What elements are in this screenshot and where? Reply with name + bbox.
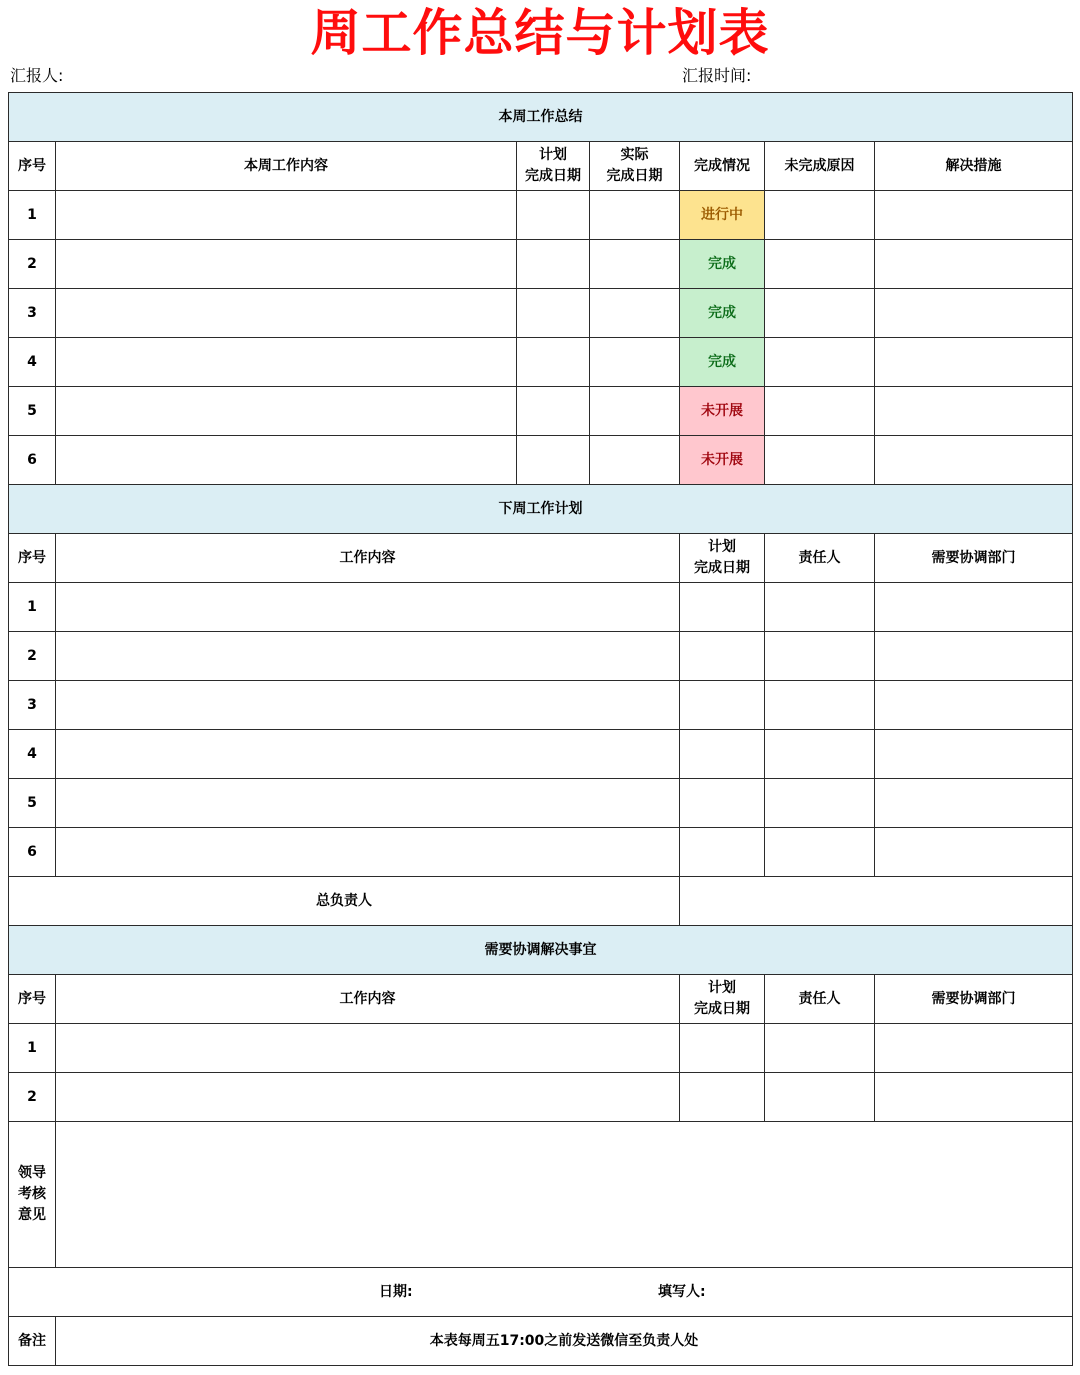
coordination-header-row bbox=[9, 975, 1073, 1024]
seq-cell: 5 bbox=[9, 387, 56, 436]
weekly-summary-table bbox=[8, 92, 1073, 1366]
content-cell[interactable] bbox=[56, 1024, 680, 1073]
planned-date-header-line1: 计划 bbox=[708, 539, 736, 555]
chief-row bbox=[9, 877, 1073, 926]
table-row bbox=[9, 1073, 1073, 1122]
table-row bbox=[9, 338, 1073, 387]
seq-cell: 6 bbox=[9, 828, 56, 877]
sign-cell[interactable] bbox=[9, 1268, 1073, 1317]
owner-cell[interactable] bbox=[765, 1073, 875, 1122]
table-row bbox=[9, 387, 1073, 436]
seq-cell: 2 bbox=[9, 240, 56, 289]
table-row bbox=[9, 632, 1073, 681]
measures-cell[interactable] bbox=[875, 289, 1073, 338]
owner-cell[interactable] bbox=[765, 1024, 875, 1073]
table-row bbox=[9, 779, 1073, 828]
seq-cell: 2 bbox=[9, 632, 56, 681]
table-row bbox=[9, 191, 1073, 240]
next-week-header-row bbox=[9, 534, 1073, 583]
seq-cell: 1 bbox=[9, 191, 56, 240]
actual-cell[interactable] bbox=[590, 191, 680, 240]
table-row bbox=[9, 681, 1073, 730]
filler-label: 填写人: bbox=[658, 1284, 706, 1300]
planned-cell[interactable] bbox=[517, 289, 590, 338]
leader-review-label bbox=[9, 1122, 56, 1268]
this-week-section-title: 本周工作总结 bbox=[9, 93, 1073, 142]
planned-cell[interactable] bbox=[680, 1073, 765, 1122]
planned-cell[interactable] bbox=[517, 436, 590, 485]
content-cell[interactable] bbox=[56, 436, 517, 485]
status-badge[interactable]: 未开展 bbox=[680, 436, 765, 485]
reason-header: 未完成原因 bbox=[765, 142, 875, 191]
seq-header: 序号 bbox=[9, 534, 56, 583]
remark-label: 备注 bbox=[9, 1317, 56, 1366]
planned-date-header-line2: 完成日期 bbox=[694, 1001, 750, 1017]
actual-cell[interactable] bbox=[590, 436, 680, 485]
owner-cell[interactable] bbox=[765, 828, 875, 877]
actual-cell[interactable] bbox=[590, 338, 680, 387]
planned-cell[interactable] bbox=[680, 730, 765, 779]
chief-label: 总负责人 bbox=[9, 877, 680, 926]
dept-cell[interactable] bbox=[875, 583, 1073, 632]
dept-cell[interactable] bbox=[875, 779, 1073, 828]
status-badge[interactable]: 完成 bbox=[680, 338, 765, 387]
measures-cell[interactable] bbox=[875, 338, 1073, 387]
measures-cell[interactable] bbox=[875, 387, 1073, 436]
dept-header: 需要协调部门 bbox=[875, 975, 1073, 1024]
content-header: 本周工作内容 bbox=[56, 142, 517, 191]
seq-cell: 1 bbox=[9, 583, 56, 632]
owner-cell[interactable] bbox=[765, 583, 875, 632]
table-row bbox=[9, 1024, 1073, 1073]
content-cell[interactable] bbox=[56, 240, 517, 289]
table-row bbox=[9, 828, 1073, 877]
seq-cell: 2 bbox=[9, 1073, 56, 1122]
planned-cell[interactable] bbox=[680, 828, 765, 877]
actual-cell[interactable] bbox=[590, 289, 680, 338]
content-header: 工作内容 bbox=[56, 534, 680, 583]
planned-date-header bbox=[680, 534, 765, 583]
planned-cell[interactable] bbox=[680, 632, 765, 681]
actual-cell[interactable] bbox=[590, 240, 680, 289]
report-time-label: 汇报时间: bbox=[682, 66, 752, 85]
planned-cell[interactable] bbox=[517, 387, 590, 436]
chief-value-cell[interactable] bbox=[680, 877, 1073, 926]
seq-cell: 5 bbox=[9, 779, 56, 828]
actual-date-header bbox=[590, 142, 680, 191]
next-week-section-title: 下周工作计划 bbox=[9, 485, 1073, 534]
measures-cell[interactable] bbox=[875, 436, 1073, 485]
reason-cell[interactable] bbox=[765, 387, 875, 436]
planned-cell[interactable] bbox=[517, 191, 590, 240]
planned-date-header bbox=[517, 142, 590, 191]
planned-date-header-line2: 完成日期 bbox=[525, 168, 581, 184]
planned-date-header-line1: 计划 bbox=[539, 147, 567, 163]
status-badge[interactable]: 未开展 bbox=[680, 387, 765, 436]
coordination-section-title: 需要协调解决事宜 bbox=[9, 926, 1073, 975]
leader-review-row bbox=[9, 1122, 1073, 1268]
owner-cell[interactable] bbox=[765, 681, 875, 730]
actual-date-header-line2: 完成日期 bbox=[606, 168, 663, 184]
seq-cell: 4 bbox=[9, 730, 56, 779]
content-cell[interactable] bbox=[56, 828, 680, 877]
planned-date-header bbox=[680, 975, 765, 1024]
content-cell[interactable] bbox=[56, 191, 517, 240]
reason-cell[interactable] bbox=[765, 338, 875, 387]
remark-text: 本表每周五17:00之前发送微信至负责人处 bbox=[56, 1317, 1073, 1366]
coordination-band-row bbox=[9, 926, 1073, 975]
planned-cell[interactable] bbox=[680, 1024, 765, 1073]
seq-cell: 3 bbox=[9, 681, 56, 730]
seq-cell: 3 bbox=[9, 289, 56, 338]
table-row bbox=[9, 289, 1073, 338]
reason-cell[interactable] bbox=[765, 289, 875, 338]
measures-cell[interactable] bbox=[875, 191, 1073, 240]
owner-header: 责任人 bbox=[765, 975, 875, 1024]
reason-cell[interactable] bbox=[765, 191, 875, 240]
next-week-band-row bbox=[9, 485, 1073, 534]
seq-header: 序号 bbox=[9, 975, 56, 1024]
table-row bbox=[9, 240, 1073, 289]
owner-cell[interactable] bbox=[765, 730, 875, 779]
measures-header: 解决措施 bbox=[875, 142, 1073, 191]
date-label: 日期: bbox=[379, 1284, 413, 1300]
seq-cell: 1 bbox=[9, 1024, 56, 1073]
status-badge[interactable]: 完成 bbox=[680, 240, 765, 289]
sign-row bbox=[9, 1268, 1073, 1317]
owner-cell[interactable] bbox=[765, 632, 875, 681]
seq-cell: 6 bbox=[9, 436, 56, 485]
content-cell[interactable] bbox=[56, 632, 680, 681]
actual-date-header-line1: 实际 bbox=[620, 147, 649, 163]
measures-cell[interactable] bbox=[875, 240, 1073, 289]
content-cell[interactable] bbox=[56, 681, 680, 730]
status-badge[interactable]: 完成 bbox=[680, 289, 765, 338]
status-badge[interactable]: 进行中 bbox=[680, 191, 765, 240]
reason-cell[interactable] bbox=[765, 436, 875, 485]
dept-cell[interactable] bbox=[875, 632, 1073, 681]
dept-header: 需要协调部门 bbox=[875, 534, 1073, 583]
content-cell[interactable] bbox=[56, 289, 517, 338]
planned-cell[interactable] bbox=[680, 779, 765, 828]
remark-row bbox=[9, 1317, 1073, 1366]
planned-cell[interactable] bbox=[517, 240, 590, 289]
seq-header: 序号 bbox=[9, 142, 56, 191]
planned-date-header-line1: 计划 bbox=[708, 980, 736, 996]
actual-cell[interactable] bbox=[590, 387, 680, 436]
leader-review-label-line3: 意见 bbox=[18, 1207, 46, 1223]
this-week-header-row bbox=[9, 142, 1073, 191]
planned-cell[interactable] bbox=[680, 681, 765, 730]
leader-review-value-cell[interactable] bbox=[56, 1122, 1073, 1268]
owner-header: 责任人 bbox=[765, 534, 875, 583]
leader-review-label-line2: 考核 bbox=[18, 1186, 46, 1202]
leader-review-label-line1: 领导 bbox=[18, 1165, 46, 1181]
status-header: 完成情况 bbox=[680, 142, 765, 191]
planned-date-header-line2: 完成日期 bbox=[694, 560, 750, 576]
dept-cell[interactable] bbox=[875, 730, 1073, 779]
owner-cell[interactable] bbox=[765, 779, 875, 828]
table-row bbox=[9, 583, 1073, 632]
dept-cell[interactable] bbox=[875, 1073, 1073, 1122]
seq-cell: 4 bbox=[9, 338, 56, 387]
table-row bbox=[9, 436, 1073, 485]
content-cell[interactable] bbox=[56, 583, 680, 632]
planned-cell[interactable] bbox=[680, 583, 765, 632]
dept-cell[interactable] bbox=[875, 828, 1073, 877]
planned-cell[interactable] bbox=[517, 338, 590, 387]
table-row bbox=[9, 730, 1073, 779]
content-cell[interactable] bbox=[56, 387, 517, 436]
dept-cell[interactable] bbox=[875, 1024, 1073, 1073]
reporter-label: 汇报人: bbox=[10, 66, 64, 85]
content-cell[interactable] bbox=[56, 338, 517, 387]
reason-cell[interactable] bbox=[765, 240, 875, 289]
this-week-band-row bbox=[9, 93, 1073, 142]
content-header: 工作内容 bbox=[56, 975, 680, 1024]
content-cell[interactable] bbox=[56, 1073, 680, 1122]
dept-cell[interactable] bbox=[875, 681, 1073, 730]
content-cell[interactable] bbox=[56, 779, 680, 828]
content-cell[interactable] bbox=[56, 730, 680, 779]
page-title: 周工作总结与计划表 bbox=[310, 4, 770, 62]
